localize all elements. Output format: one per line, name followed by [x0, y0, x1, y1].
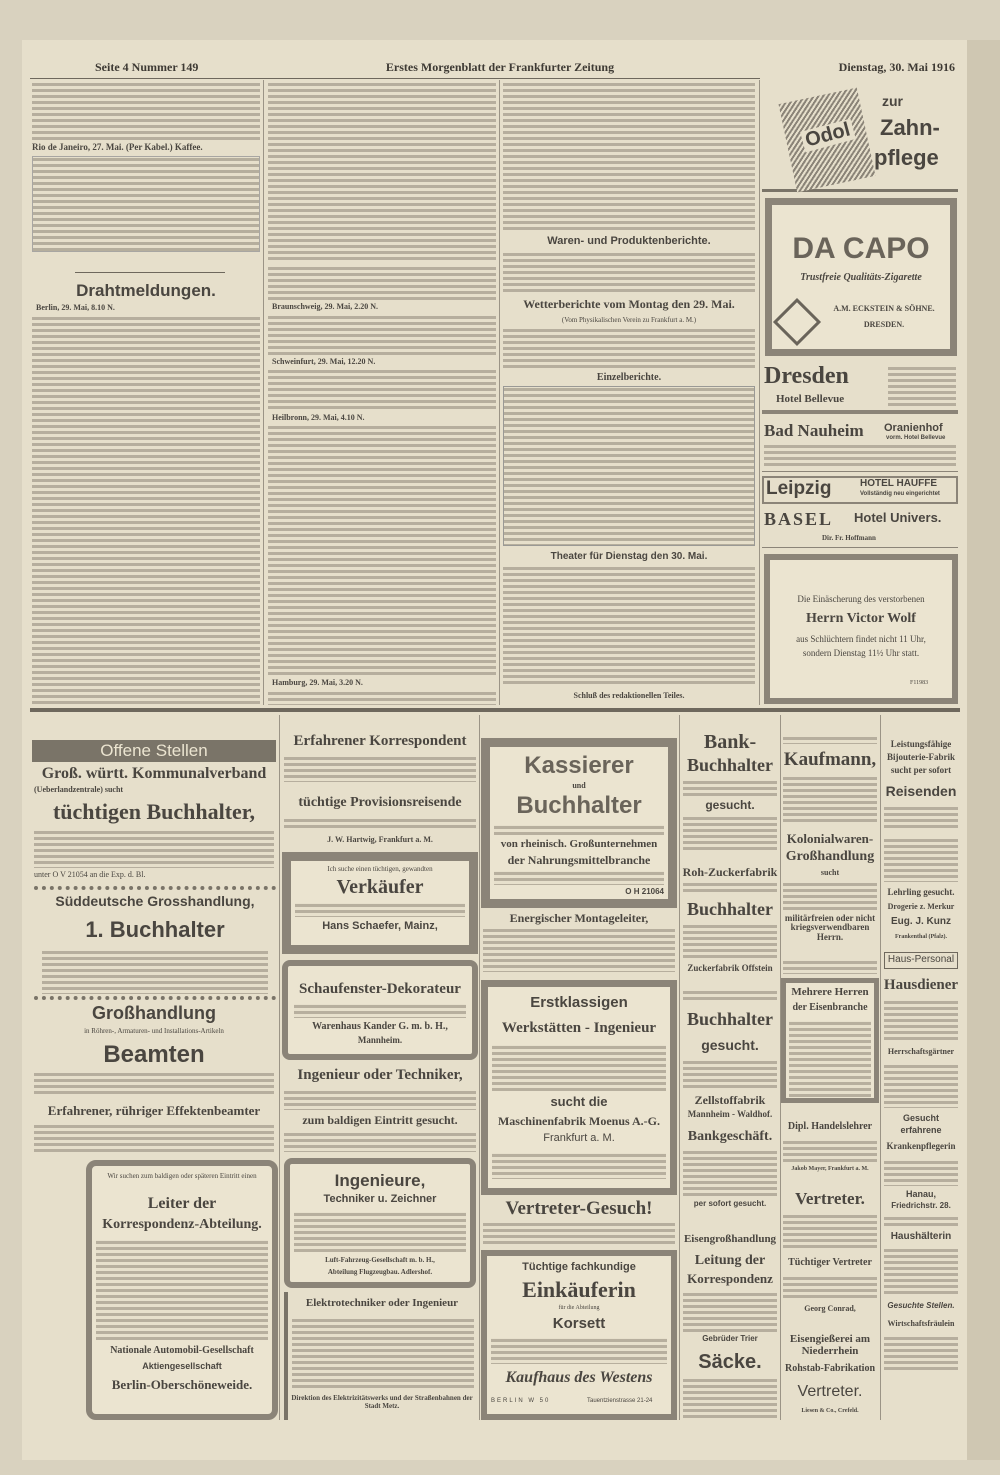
advertiser: Jakob Mayer, Frankfurt a. M.	[791, 1166, 869, 1172]
dacapo-maker: A.M. ECKSTEIN & SÖHNE.	[833, 304, 935, 313]
elektrotechniker-heading: Elektrotechniker oder Ingenieur	[305, 1297, 459, 1309]
dacapo-brand: DA CAPO	[792, 232, 930, 265]
ad-text	[34, 830, 274, 868]
advertiser: Hans Schaefer, Mainz,	[322, 920, 438, 932]
ad-text: erfahrene	[900, 1125, 942, 1135]
bank-heading: Bank-	[703, 731, 757, 753]
ad-text	[783, 1276, 877, 1298]
advertiser: Georg Conrad,	[804, 1304, 856, 1313]
leipzig-title: Leipzig	[766, 478, 832, 499]
leiter-ad	[86, 1160, 278, 1420]
buchhalter-heading: tüchtigen Buchhalter,	[52, 799, 256, 824]
ad-text	[884, 1216, 958, 1228]
basel-hotel: Hotel Univers.	[854, 510, 942, 525]
kassierer-ad	[481, 738, 677, 908]
nauheim-sub: vorm. Hotel Bellevue	[886, 435, 946, 441]
ad-text	[294, 1212, 466, 1252]
basel-title: BASEL	[764, 509, 834, 529]
ad-text	[683, 924, 777, 958]
victor-wolf-notice	[764, 554, 958, 704]
ad-subheading: Rohstab-Fabrikation	[784, 1363, 875, 1374]
advertiser: Maschinenfabrik Moenus A.-G.	[497, 1114, 660, 1128]
advertiser-city: Frankenthal (Pfalz).	[895, 934, 947, 940]
ad-text: Wir suchen zum baldigen oder späteren Eintritt einen	[107, 1172, 257, 1180]
advertiser-street: Friedrichstr. 28.	[891, 1201, 951, 1210]
werkstaetten-heading: Werkstätten - Ingenieur	[501, 1020, 657, 1036]
gesuchte-stellen-heading: Gesuchte Stellen.	[887, 1301, 955, 1310]
drahtmeldungen-heading: Drahtmeldungen.	[76, 281, 216, 300]
krankenpflegerin-heading: Krankenpflegerin	[886, 1141, 956, 1151]
techniker-heading: Techniker u. Zeichner	[323, 1193, 437, 1205]
column-rule	[759, 80, 760, 705]
odol-text: zur	[882, 93, 903, 109]
dacapo-tagline: Trustfreie Qualitäts-Zigarette	[800, 272, 922, 283]
ad-text	[884, 1248, 958, 1294]
hausdiener-heading: Hausdiener	[883, 977, 959, 993]
ad-subheading: militärfreien oder nicht kriegsverwendbaren Herrn.	[784, 913, 876, 942]
berlin-dateline: Berlin, 29. Mai, 8.10 N.	[36, 303, 115, 312]
advertiser-city: Mannheim.	[357, 1035, 403, 1045]
notice-text: sondern Dienstag 11½ Uhr statt.	[802, 648, 920, 658]
ad-text	[783, 1140, 877, 1162]
ad-text: in Röhren-, Armaturen- und Installations-Artikeln	[84, 1027, 224, 1035]
herrschaftsgaertner-heading: Herrschaftsgärtner	[887, 1047, 955, 1056]
kommunalverband-heading: Groß. württ. Kommunalverband	[41, 765, 267, 782]
company-name: Nationale Automobil-Gesellschaft	[110, 1345, 254, 1356]
korsett-heading: Korsett	[552, 1315, 606, 1332]
ad-text	[884, 838, 958, 882]
advertiser: Luft-Fahrzeug-Gesellschaft m. b. H.,	[325, 1256, 435, 1264]
notice-text: Die Einäscherung des verstorbenen	[797, 594, 925, 604]
ad-text	[884, 1336, 958, 1370]
buchhalter-heading: Buchhalter	[686, 899, 773, 919]
einkaeuferin-ad	[481, 1250, 677, 1420]
column-rule	[263, 80, 264, 705]
page-number: Seite 4 Nummer 149	[95, 60, 199, 74]
schweinfurt-dateline: Schweinfurt, 29. Mai, 12.20 N.	[272, 357, 376, 366]
werkstaetten-ad	[481, 980, 677, 1195]
wetter-source: (Vom Physikalischen Verein zu Frankfurt a. M.)	[561, 316, 697, 324]
ad-text	[483, 1222, 675, 1246]
advertiser: Drogerie z. Merkur	[887, 902, 955, 911]
article-text	[268, 266, 496, 300]
ad-subheading: der Nahrungsmittelbranche	[507, 853, 651, 867]
basel-ad	[762, 508, 958, 548]
dresden-title: Dresden	[764, 363, 849, 389]
ad-text	[491, 1338, 667, 1364]
ad-text	[34, 1124, 274, 1152]
company-type: Aktiengesellschaft	[142, 1361, 222, 1371]
ad-text	[764, 444, 956, 468]
ad-text	[783, 882, 877, 910]
provisionsreisende-heading: tüchtige Provisionsreisende	[298, 795, 462, 810]
hamburg-dateline: Hamburg, 29. Mai, 3.20 N.	[272, 678, 363, 687]
ad-text	[789, 1021, 871, 1097]
leipzig-sub: Vollständig neu eingerichtet	[860, 491, 940, 497]
ad-heading: der Eisenbranche	[792, 1002, 868, 1013]
ad-text	[783, 736, 877, 744]
column-rule	[679, 715, 680, 1420]
ad-text: Ich suche einen tüchtigen, gewandten	[327, 865, 433, 873]
ad-text: gesucht.	[701, 1037, 759, 1053]
leiter-heading: Leiter der	[147, 1195, 217, 1212]
ad-text: sucht per sofort	[890, 765, 952, 775]
ad-text: sucht	[820, 868, 840, 877]
einzel-heading: Einzelberichte.	[596, 372, 662, 383]
odol-text: pflege	[874, 145, 939, 170]
ad-text	[888, 366, 956, 408]
ad-text	[292, 1318, 474, 1390]
rohzucker-heading: Roh-Zuckerfabrik	[682, 865, 778, 879]
odol-text: Zahn-	[880, 115, 940, 140]
ad-text	[42, 950, 268, 994]
ad-text	[483, 928, 675, 972]
ad-text	[494, 825, 664, 835]
braunschweig-dateline: Braunschweig, 29. Mai, 2.20 N.	[272, 302, 378, 311]
korrespondent-heading: Erfahrener Korrespondent	[293, 733, 467, 749]
advertiser: J. W. Hartwig, Frankfurt a. M.	[327, 835, 433, 844]
bijouterie-heading: Bijouterie-Fabrik	[887, 752, 955, 762]
ad-text	[683, 1292, 777, 1332]
ad-ref: unter O V 21054 an die Exp. d. Bl.	[34, 870, 146, 879]
kolonialwaren-heading: Kolonialwaren-	[786, 831, 874, 846]
vertreter-gesuch-heading: Vertreter-Gesuch!	[505, 1198, 653, 1219]
ad-text: und	[572, 781, 586, 790]
sueddeutsche-ad	[34, 886, 276, 1000]
column-rule	[279, 715, 280, 1420]
elektrotechniker-ad	[284, 1292, 476, 1420]
ad-text	[295, 903, 465, 917]
article-text	[503, 328, 755, 370]
ad-text	[284, 818, 476, 830]
ad-text	[294, 1004, 466, 1018]
nauheim-ad	[762, 420, 958, 472]
erster-buchhalter-heading: 1. Buchhalter	[85, 917, 225, 942]
section-divider	[30, 708, 960, 712]
advertiser-street: Tauentzienstrasse 21-24	[587, 1398, 653, 1404]
bankgeschaeft-heading: Bankgeschäft.	[687, 1129, 773, 1144]
article-text	[268, 82, 496, 262]
basel-sub: Dir. Fr. Hoffmann	[822, 534, 876, 542]
saecke-heading: Säcke.	[698, 1351, 762, 1373]
beamten-heading: Beamten	[103, 1041, 205, 1068]
ingenieure-ad	[284, 1158, 476, 1288]
ad-subheading: zum baldigen Eintritt gesucht.	[302, 1113, 458, 1127]
ad-text	[683, 1378, 777, 1418]
odol-ad	[762, 80, 958, 192]
ad-text: (Ueberlandzentrale) sucht	[34, 785, 124, 794]
notice-code: F11983	[910, 680, 929, 686]
article-text	[503, 82, 755, 232]
grosshandlung-heading: Großhandlung	[92, 1003, 216, 1023]
ad-text	[683, 990, 777, 1000]
ad-heading: Korrespondenz	[687, 1271, 773, 1286]
ad-heading: Mehrere Herren	[791, 986, 869, 998]
article-text	[268, 691, 496, 705]
schaufenster-ad	[282, 960, 478, 1060]
ad-text	[783, 960, 877, 974]
verkaeufer-heading: Verkäufer	[336, 876, 424, 898]
ad-ref: O H 21064	[625, 887, 664, 896]
dacapo-city: DRESDEN.	[863, 320, 905, 329]
ad-text	[884, 1000, 958, 1040]
verkaeufer-ad	[282, 852, 478, 954]
dresden-hotel: Hotel Bellevue	[776, 393, 845, 405]
ad-text: Leistungsfähige	[890, 739, 952, 749]
page-edge	[967, 40, 1000, 1460]
rio-heading: Rio de Janeiro, 27. Mai. (Per Kabel.) Kaffee.	[32, 142, 203, 152]
reisenden-heading: Reisenden	[885, 783, 957, 799]
nauheim-title: Bad Nauheim	[764, 421, 864, 440]
ad-text	[492, 1045, 666, 1091]
ad-heading: Leitung der	[694, 1253, 766, 1268]
header-rule	[30, 78, 760, 79]
kassierer-heading: Kassierer	[524, 752, 634, 779]
ad-subheading: von rheinisch. Großunternehmen	[500, 838, 658, 850]
haushaelterin-heading: Haushälterin	[890, 1231, 952, 1242]
odol-brand: Odol	[800, 119, 855, 153]
advertiser: Warenhaus Kander G. m. b. H.,	[312, 1021, 448, 1032]
ad-text	[683, 882, 777, 894]
montageleiter-heading: Energischer Montageleiter,	[509, 911, 649, 925]
advertiser: Mannheim - Waldhof.	[687, 1109, 773, 1119]
tuechtiger-vertreter-heading: Tüchtiger Vertreter	[788, 1257, 872, 1268]
buchhalter-heading: Buchhalter	[686, 755, 773, 775]
notice-name: Herrn Victor Wolf	[806, 611, 916, 626]
column-rule	[499, 80, 500, 705]
article-text	[503, 252, 755, 292]
ad-text	[884, 1160, 958, 1186]
advertiser: Zellstoffabrik	[694, 1093, 766, 1107]
advertiser-city: Hanau,	[905, 1189, 936, 1199]
ad-text	[783, 776, 877, 824]
ad-text	[492, 1153, 666, 1179]
advertiser: Liesen & Co., Crefeld.	[801, 1408, 859, 1414]
ad-text	[783, 1214, 877, 1250]
theater-listing	[503, 566, 755, 686]
offene-stellen-banner: Offene Stellen	[32, 740, 276, 762]
handelslehrer-heading: Dipl. Handelslehrer	[787, 1121, 873, 1132]
leipzig-ad	[762, 476, 958, 504]
grosshandlung-heading: Großhandlung	[785, 849, 875, 864]
advertiser: Direktion des Elektrizitätswerks und der Straßenbahnen der Stadt Metz.	[291, 1394, 473, 1411]
kadewe-logo: Kaufhaus des Westens	[505, 1369, 653, 1386]
haus-personal-banner: Haus-Personal	[884, 952, 958, 969]
ad-text	[683, 1150, 777, 1196]
leipzig-hotel: HOTEL HAUFFE	[860, 478, 938, 489]
dresden-ad	[762, 362, 958, 414]
vertreter-heading: Vertreter.	[795, 1189, 865, 1208]
ad-text	[284, 1132, 476, 1152]
ad-text	[34, 1072, 274, 1094]
advertiser: Gebrüder Trier	[702, 1334, 758, 1343]
dekorateur-heading: Schaufenster-Dekorateur	[299, 981, 461, 997]
weather-table	[503, 386, 755, 546]
theater-heading: Theater für Dienstag den 30. Mai.	[550, 551, 708, 562]
article-text	[32, 82, 260, 140]
wetter-heading: Wetterberichte vom Montag den 29. Mai.	[523, 297, 735, 311]
schluss-notice: Schluß des redaktionellen Teiles.	[573, 691, 685, 700]
eckstein-logo-icon	[773, 298, 821, 346]
column-rule	[479, 715, 480, 1420]
coffee-table	[32, 156, 260, 252]
ad-text	[96, 1240, 268, 1340]
korrespondenz-heading: Korrespondenz-Abteilung.	[102, 1217, 262, 1232]
ad-text	[494, 871, 664, 885]
einkaeuferin-heading: Einkäuferin	[522, 1277, 636, 1302]
ad-text: Gesucht	[902, 1113, 939, 1123]
eisengiesserei-heading: Eisengießerei am Niederrhein	[789, 1333, 871, 1357]
advertiser-address: BERLIN W 50	[491, 1398, 551, 1404]
ad-text	[683, 1060, 777, 1090]
article-text	[268, 425, 496, 675]
buchhalter-heading: Buchhalter	[686, 1009, 773, 1029]
kaufmann-heading: Kaufmann,	[783, 749, 877, 770]
sueddeutsche-heading: Süddeutsche Grosshandlung,	[55, 893, 255, 909]
heilbronn-dateline: Heilbronn, 29. Mai, 4.10 N.	[272, 413, 365, 422]
divider	[75, 272, 225, 273]
eisengrosshandlung-heading: Eisengroßhandlung	[683, 1233, 777, 1245]
ad-text: per sofort gesucht.	[693, 1199, 767, 1208]
ad-text	[284, 756, 476, 782]
ad-text	[884, 806, 958, 830]
column-rule	[880, 715, 881, 1420]
nauheim-hotel: Oranienhof	[884, 422, 943, 434]
ingenieur-techniker-heading: Ingenieur oder Techniker,	[297, 1067, 463, 1083]
mehrere-herren-ad	[781, 978, 879, 1103]
issue-date: Dienstag, 30. Mai 1916	[838, 60, 955, 74]
notice-text: aus Schlüchtern findet nicht 11 Uhr,	[796, 634, 926, 644]
ad-text	[683, 816, 777, 852]
newspaper-title: Erstes Morgenblatt der Frankfurter Zeitung	[385, 60, 615, 74]
advertiser: Abteilung Flugzeugbau. Adlershof.	[327, 1268, 433, 1276]
wirtschaftsfraeulein-heading: Wirtschaftsfräulein	[887, 1319, 955, 1328]
article-text	[268, 315, 496, 355]
lehrling-heading: Lehrling gesucht.	[887, 887, 955, 897]
ingenieure-heading: Ingenieure,	[334, 1171, 426, 1190]
advertiser-city: Frankfurt a. M.	[543, 1132, 615, 1144]
ad-text: gesucht.	[705, 798, 755, 812]
ad-heading: Erstklassigen	[530, 994, 628, 1011]
company-city: Berlin-Oberschöneweide.	[111, 1377, 253, 1392]
ad-text: für die Abteilung	[558, 1305, 600, 1311]
article-text	[268, 369, 496, 411]
waren-heading: Waren- und Produktenberichte.	[547, 235, 711, 247]
ad-text	[683, 780, 777, 796]
ad-text	[284, 1090, 476, 1110]
effektenbeamter-heading: Erfahrener, rühriger Effektenbeamter	[47, 1103, 261, 1118]
ad-text	[884, 1064, 958, 1108]
ad-heading: Tüchtige fachkundige	[522, 1261, 636, 1273]
ad-text: sucht die	[550, 1094, 608, 1109]
dacapo-ad	[765, 198, 957, 356]
buchhalter-heading: Buchhalter	[516, 792, 642, 819]
article-text	[32, 316, 260, 704]
advertiser: Zuckerfabrik Offstein	[687, 963, 773, 973]
advertiser: Eug. J. Kunz	[891, 916, 951, 927]
vertreter-heading: Vertreter.	[797, 1383, 863, 1400]
